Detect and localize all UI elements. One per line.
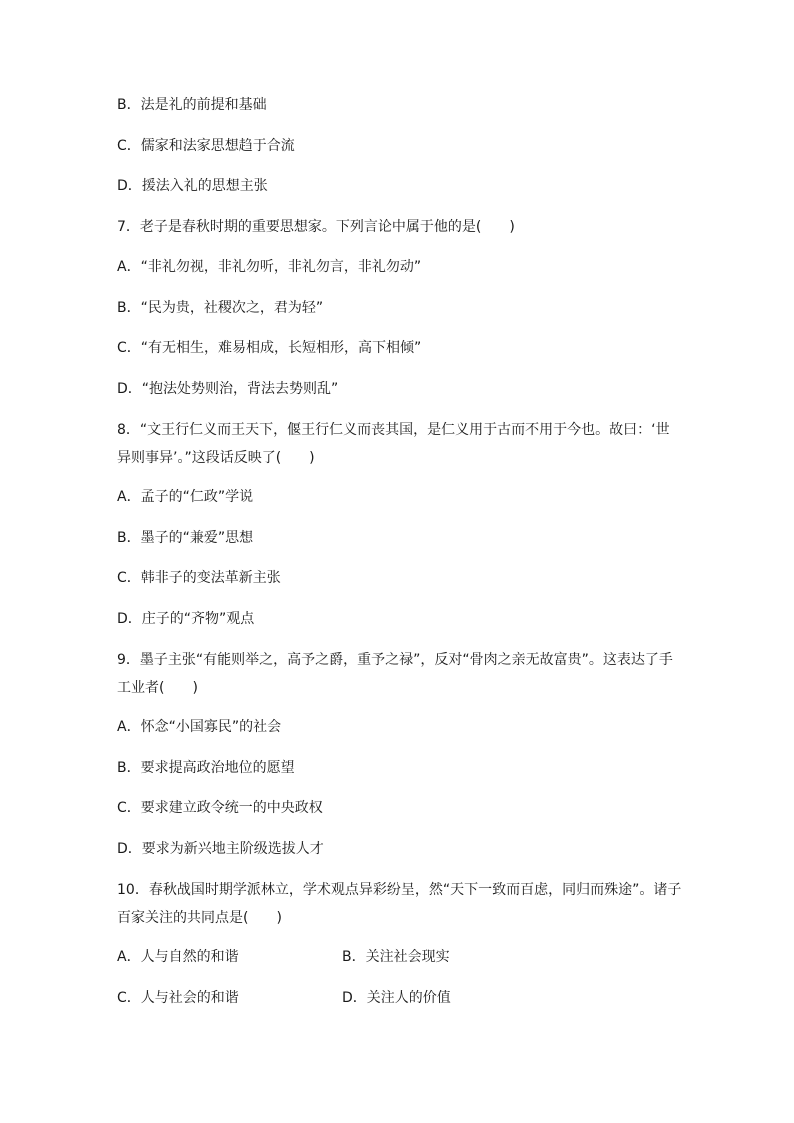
q7-option-c: C．“有无相生，难易相成，长短相形，高下相倾” [117, 340, 422, 356]
q6-option-b: B．法是礼的前提和基础 [117, 97, 267, 113]
q8-stem-line2: 异则事异’。”这段话反映了( ) [117, 450, 315, 466]
q8-option-b: B．墨子的“兼爱”思想 [117, 530, 254, 546]
q6-option-c: C．儒家和法家思想趋于合流 [117, 138, 295, 154]
q7-option-a: A．“非礼勿视，非礼勿听，非礼勿言，非礼勿动” [117, 259, 422, 275]
q9-stem-line2: 工业者( ) [117, 680, 198, 696]
q7-option-b: B．“民为贵，社稷次之，君为轻” [117, 300, 324, 316]
q7-option-d: D．“抱法处势则治，背法去势则乱” [117, 381, 339, 397]
q8-stem-line1: 8．“文王行仁义而王天下，偃王行仁义而丧其国，是仁义用于古而不用于今也。故曰：‘世 [117, 422, 670, 438]
q9-stem-line1: 9．墨子主张“有能则举之，高予之爵，重予之禄”，反对“骨肉之亲无故富贵”。这表达了手 [117, 652, 673, 668]
q10-option-c: C．人与社会的和谐 [117, 990, 239, 1006]
q10-stem-line1: 10．春秋战国时期学派林立，学术观点异彩纷呈，然“天下一致而百虑，同归而殊途”。诸子 [117, 882, 682, 898]
q8-option-c: C．韩非子的变法革新主张 [117, 570, 281, 586]
q8-option-a: A．孟子的“仁政”学说 [117, 489, 254, 505]
q10-option-b: B．关注社会现实 [342, 949, 450, 965]
q9-option-d: D．要求为新兴地主阶级选拔人才 [117, 841, 324, 857]
q9-option-c: C．要求建立政令统一的中央政权 [117, 800, 323, 816]
q8-option-d: D．庄子的“齐物”观点 [117, 611, 255, 627]
q10-option-a: A．人与自然的和谐 [117, 949, 239, 965]
q9-option-a: A．怀念“小国寡民”的社会 [117, 719, 282, 735]
q9-option-b: B．要求提高政治地位的愿望 [117, 760, 295, 776]
q10-stem-line2: 百家关注的共同点是( ) [117, 910, 282, 926]
q6-option-d: D．援法入礼的思想主张 [117, 178, 268, 194]
q7-stem: 7．老子是春秋时期的重要思想家。下列言论中属于他的是( ) [117, 219, 515, 235]
q10-option-d: D．关注人的价值 [342, 990, 451, 1006]
